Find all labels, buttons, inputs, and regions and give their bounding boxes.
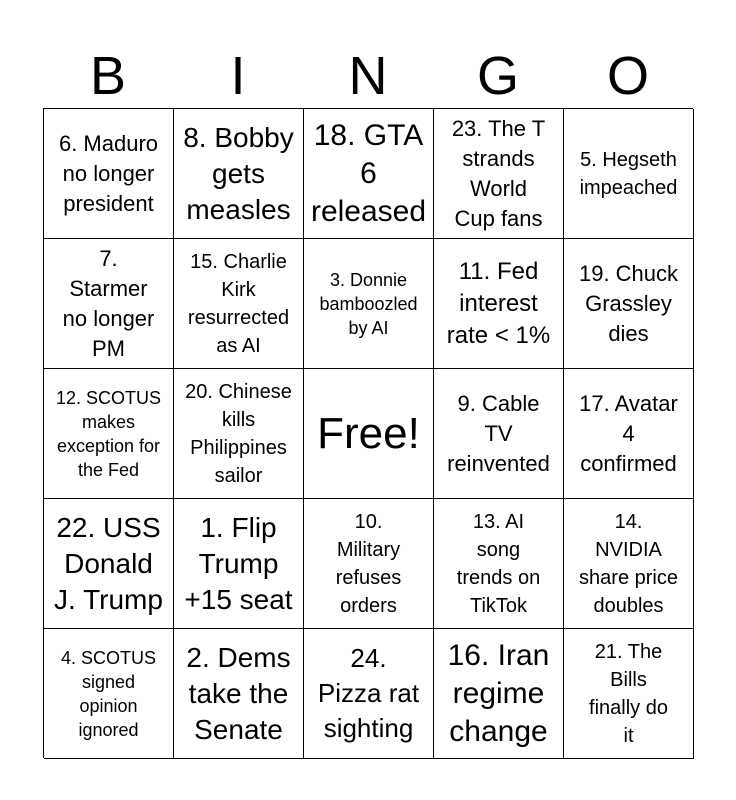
header-letter-b: B [89,46,127,106]
bingo-cell[interactable]: 4. SCOTUS signed opinion ignored [44,629,174,759]
bingo-cell[interactable]: 24. Pizza rat sighting [304,629,434,759]
bingo-cell[interactable]: 12. SCOTUS makes exception for the Fed [44,369,174,499]
bingo-cell[interactable]: 9. Cable TV reinvented [434,369,564,499]
bingo-cell[interactable]: 17. Avatar 4 confirmed [564,369,694,499]
bingo-cell[interactable]: 2. Dems take the Senate [174,629,304,759]
bingo-cell[interactable]: 22. USS Donald J. Trump [44,499,174,629]
bingo-cell[interactable]: 19. Chuck Grassley dies [564,239,694,369]
bingo-cell[interactable]: 7. Starmer no longer PM [44,239,174,369]
header-letter-g: G [476,46,519,106]
bingo-cell[interactable]: 15. Charlie Kirk resurrected as AI [174,239,304,369]
header-letter-o: O [606,46,649,106]
bingo-cell[interactable]: 10. Military refuses orders [304,499,434,629]
bingo-header [43,44,693,108]
bingo-cell[interactable]: 5. Hegseth impeached [564,109,694,239]
bingo-cell[interactable]: 20. Chinese kills Philippines sailor [174,369,304,499]
bingo-cell[interactable]: 11. Fed interest rate < 1% [434,239,564,369]
bingo-cell[interactable]: 3. Donnie bamboozled by AI [304,239,434,369]
bingo-cell[interactable]: 6. Maduro no longer president [44,109,174,239]
bingo-cell[interactable]: 1. Flip Trump +15 seat [174,499,304,629]
bingo-cell[interactable]: 8. Bobby gets measles [174,109,304,239]
header-letter-n: N [348,46,388,106]
bingo-cell[interactable]: 14. NVIDIA share price doubles [564,499,694,629]
bingo-grid [43,108,693,758]
bingo-cell[interactable]: 21. The Bills finally do it [564,629,694,759]
bingo-cell[interactable]: 16. Iran regime change [434,629,564,759]
free-cell[interactable]: Free! [304,369,434,499]
header-letter-i: I [230,46,246,106]
bingo-cell[interactable]: 18. GTA 6 released [304,109,434,239]
bingo-cell[interactable]: 13. AI song trends on TikTok [434,499,564,629]
bingo-cell[interactable]: 23. The T strands World Cup fans [434,109,564,239]
